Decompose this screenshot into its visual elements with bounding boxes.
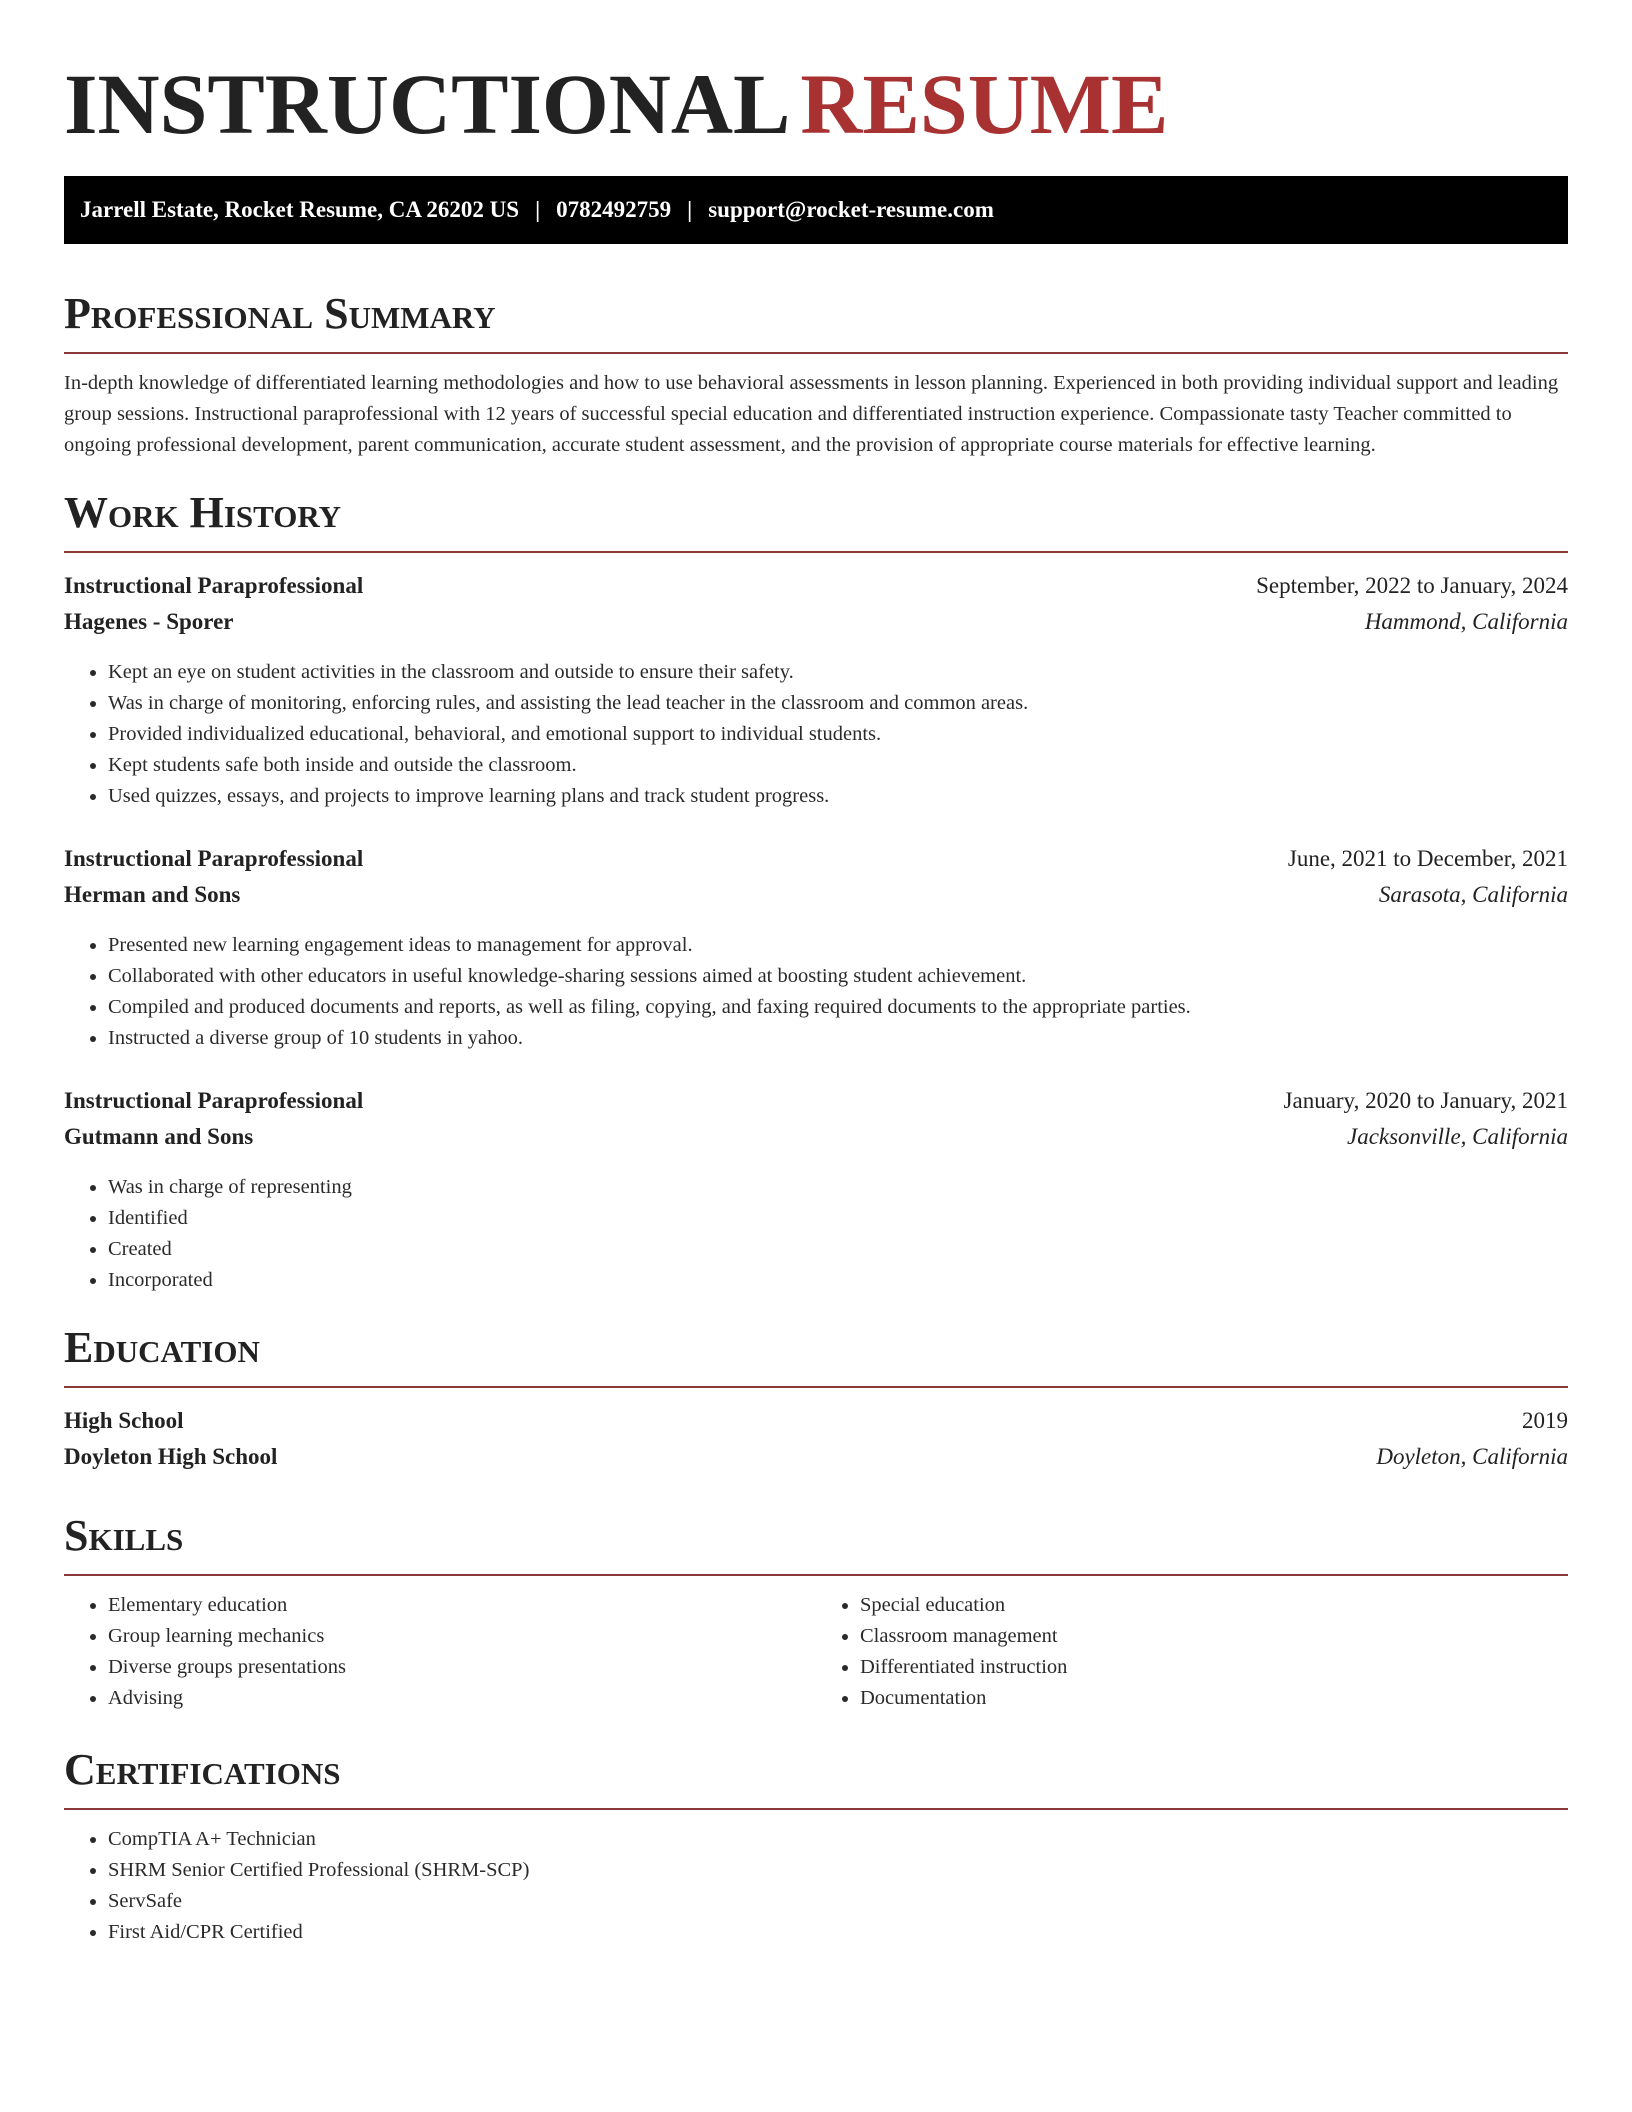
job-company: Gutmann and Sons	[64, 1124, 254, 1149]
skills-section	[64, 1510, 1568, 1714]
skills-column	[816, 1590, 1568, 1714]
job-bullet: • Incorporated	[108, 1265, 1568, 1296]
contact-email: support@rocket-resume.com	[708, 197, 994, 222]
skill-item: • Classroom management	[860, 1621, 1568, 1652]
job-location: Jacksonville, California	[1346, 1124, 1568, 1149]
job-bullets	[64, 1172, 1568, 1296]
job-entry	[64, 846, 1568, 1054]
job-bullet: • Was in charge of representing	[108, 1172, 1568, 1203]
job-location: Sarasota, California	[1378, 882, 1568, 907]
job-title: Instructional Paraprofessional	[64, 846, 364, 871]
skill-item: • Special education	[860, 1590, 1568, 1621]
summary-section	[64, 288, 1568, 461]
job-bullet: • Provided individualized educational, behavioral, and emotional support to individual students.	[108, 719, 1568, 750]
skill-item: • Diverse groups presentations	[108, 1652, 816, 1683]
certifications-heading: Certifications	[64, 1744, 1568, 1810]
contact-phone: 0782492759	[556, 197, 672, 222]
education-degree: High School	[64, 1408, 184, 1433]
summary-text: In-depth knowledge of differentiated learning methodologies and how to use behavioral assessments in lesson planning. Experienced in both providing individual support and leading group sessions. Instructional paraprofessional with 12 years of successful special education and differentiated instruction experience. Compassionate tasty Teacher committed to ongoing professional development, parent communication, accurate student assessment, and the provision of appropriate course materials for effective learning.	[64, 372, 1559, 456]
certifications-list	[64, 1824, 1568, 1948]
certification-item: • ServSafe	[108, 1886, 1568, 1917]
work-history-section	[64, 487, 1568, 1296]
contact-address: Jarrell Estate, Rocket Resume, CA 26202 US	[80, 197, 520, 222]
certifications-section	[64, 1744, 1568, 1948]
skills-heading: Skills	[64, 1510, 1568, 1576]
job-bullet: • Identified	[108, 1203, 1568, 1234]
skill-item: • Documentation	[860, 1683, 1568, 1714]
job-company: Herman and Sons	[64, 882, 241, 907]
skill-item: • Elementary education	[108, 1590, 816, 1621]
job-bullet: • Was in charge of monitoring, enforcing rules, and assisting the lead teacher in the classroom and common areas.	[108, 688, 1568, 719]
job-dates: September, 2022 to January, 2024	[1256, 573, 1568, 598]
education-heading: Education	[64, 1322, 1568, 1388]
job-bullet: • Used quizzes, essays, and projects to improve learning plans and track student progress.	[108, 781, 1568, 812]
certification-item: • SHRM Senior Certified Professional (SHRM-SCP)	[108, 1855, 1568, 1886]
job-dates: June, 2021 to December, 2021	[1287, 846, 1568, 871]
education-entry	[64, 1408, 1568, 1480]
job-bullets	[64, 657, 1568, 812]
job-bullet: • Created	[108, 1234, 1568, 1265]
resume-title-accent: RESUME	[800, 56, 1169, 152]
education-section	[64, 1322, 1568, 1480]
skills-grid	[64, 1590, 1568, 1714]
job-bullet: • Kept students safe both inside and outside the classroom.	[108, 750, 1568, 781]
contact-bar	[64, 176, 1568, 244]
contact-separator: |	[687, 197, 693, 222]
job-location: Hammond, California	[1364, 609, 1568, 634]
job-entry	[64, 573, 1568, 812]
job-bullet: • Collaborated with other educators in useful knowledge-sharing sessions aimed at boosting student achievement.	[108, 961, 1568, 992]
summary-heading: Professional Summary	[64, 288, 1568, 354]
skill-item: • Differentiated instruction	[860, 1652, 1568, 1683]
skill-item: • Advising	[108, 1683, 816, 1714]
job-bullet: • Presented new learning engagement ideas to management for approval.	[108, 930, 1568, 961]
skills-column	[64, 1590, 816, 1714]
certification-item: • First Aid/CPR Certified	[108, 1917, 1568, 1948]
education-location: Doyleton, California	[1376, 1444, 1568, 1469]
education-school: Doyleton High School	[64, 1444, 278, 1469]
job-company: Hagenes - Sporer	[64, 609, 234, 634]
skill-item: • Group learning mechanics	[108, 1621, 816, 1652]
job-entry	[64, 1088, 1568, 1296]
job-bullets	[64, 930, 1568, 1054]
job-title: Instructional Paraprofessional	[64, 573, 364, 598]
job-bullet: • Kept an eye on student activities in the classroom and outside to ensure their safety.	[108, 657, 1568, 688]
education-year: 2019	[1522, 1408, 1568, 1433]
job-title: Instructional Paraprofessional	[64, 1088, 364, 1113]
contact-separator: |	[535, 197, 541, 222]
work-history-heading: Work History	[64, 487, 1568, 553]
certification-item: • CompTIA A+ Technician	[108, 1824, 1568, 1855]
resume-title-main: INSTRUCTIONAL	[64, 56, 791, 152]
job-bullet: • Instructed a diverse group of 10 students in yahoo.	[108, 1023, 1568, 1054]
job-dates: January, 2020 to January, 2021	[1283, 1088, 1568, 1113]
job-bullet: • Compiled and produced documents and reports, as well as filing, copying, and faxing required documents to the appropriate parties.	[108, 992, 1568, 1023]
resume-title	[64, 56, 1568, 152]
